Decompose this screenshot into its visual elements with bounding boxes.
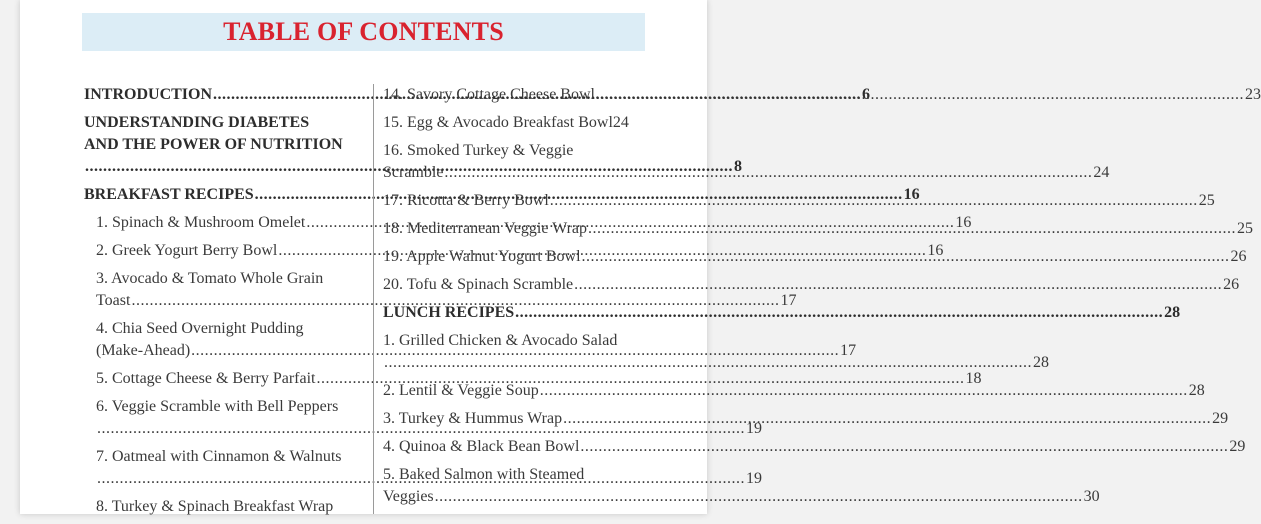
toc-right-column <box>383 84 1261 514</box>
toc-entry-line <box>383 162 1110 184</box>
toc-entry-title: 3. Turkey & Hummus Wrap <box>383 410 563 427</box>
toc-entry[interactable] <box>383 112 642 134</box>
toc-entry[interactable] <box>383 380 1205 402</box>
toc-entry[interactable] <box>383 84 1261 106</box>
toc-page-number: 6 <box>862 86 871 103</box>
toc-page-number: 17 <box>840 342 857 359</box>
dot-leader <box>444 162 1092 184</box>
toc-entry-title: 15. Egg & Avocado Breakfast Bowl <box>383 114 613 131</box>
toc-entry-line <box>383 84 1261 106</box>
toc-page-number: 26 <box>1223 276 1240 293</box>
dot-leader <box>574 274 1222 296</box>
toc-entry-line <box>96 268 356 290</box>
dot-leader <box>582 246 1230 268</box>
toc-entry-title: 5. Cottage Cheese & Berry Parfait <box>96 370 316 387</box>
toc-entry[interactable] <box>84 496 356 518</box>
toc-entry-title: 2. Lentil & Veggie Soup <box>383 382 539 399</box>
dot-leader <box>384 352 1032 374</box>
dot-leader <box>515 302 1163 324</box>
toc-entry-line <box>383 380 1205 402</box>
toc-page-number: 18 <box>965 370 982 387</box>
toc-page-number: 16 <box>955 214 972 231</box>
toc-entry-line <box>96 446 356 468</box>
dot-leader <box>540 380 1188 402</box>
toc-page-number: 24 <box>612 114 629 131</box>
toc-page-number: 28 <box>1033 354 1049 371</box>
toc-page-number: 23 <box>1244 86 1261 103</box>
toc-entry-line <box>96 368 982 390</box>
toc-entry-title: 5. Baked Salmon with Steamed <box>383 466 585 483</box>
toc-entry-line <box>84 112 356 134</box>
toc-entry-line <box>383 330 642 352</box>
toc-entry-title: 6. Veggie Scramble with Bell Peppers <box>96 398 339 415</box>
toc-entry-title: LUNCH RECIPES <box>383 304 515 321</box>
toc-entry-line <box>84 134 356 156</box>
toc-entry-title: 4. Chia Seed Overnight Pudding <box>96 320 304 337</box>
document-page <box>20 0 1261 515</box>
toc-entry-title: 14. Savory Cottage Cheese Bowl <box>383 86 595 103</box>
toc-entry-title: 3. Avocado & Tomato Whole Grain <box>96 270 324 287</box>
toc-page-number: 19 <box>746 420 762 437</box>
toc-entry-title: INTRODUCTION <box>84 86 213 103</box>
toc-entry-title: 2. Greek Yogurt Berry Bowl <box>96 242 278 259</box>
column-divider <box>373 84 374 514</box>
dot-leader <box>588 218 1236 240</box>
toc-entry[interactable] <box>383 436 1246 458</box>
toc-entry-line <box>383 274 1240 296</box>
dot-leader <box>580 436 1228 458</box>
toc-entry-title: 1. Spinach & Mushroom Omelet <box>96 214 306 231</box>
toc-page-number: 16 <box>903 186 920 203</box>
page-title: TABLE OF CONTENTS <box>223 17 504 46</box>
toc-entry-line <box>96 496 356 518</box>
toc-entry-title: 4. Quinoa & Black Bean Bowl <box>383 438 580 455</box>
toc-entry-title: 8. Turkey & Spinach Breakfast Wrap <box>96 498 334 515</box>
toc-entry-title: 20. Tofu & Spinach Scramble <box>383 276 574 293</box>
toc-entry-line <box>383 112 642 134</box>
toc-entry-title: Toast <box>96 292 131 309</box>
toc-page-number: 26 <box>1230 248 1247 265</box>
toc-entry-title: AND THE POWER OF NUTRITION <box>84 136 343 153</box>
toc-entry-line <box>96 396 356 418</box>
toc-entry-title: 19. Apple Walnut Yogurt Bowl <box>383 248 581 265</box>
toc-entry[interactable] <box>383 140 1110 184</box>
toc-entry-title: 17. Ricotta & Berry Bowl <box>383 192 549 209</box>
toc-entry-line <box>383 436 1246 458</box>
toc-entry[interactable] <box>383 274 1240 296</box>
toc-entry-line <box>383 140 642 162</box>
toc-page-number: 16 <box>927 242 944 259</box>
toc-entry-title: (Make-Ahead) <box>96 342 191 359</box>
dot-leader <box>550 190 1198 212</box>
toc-page-number: 29 <box>1212 410 1229 427</box>
toc-entry[interactable] <box>84 368 982 390</box>
toc-page-number: 30 <box>1083 488 1100 505</box>
dot-leader <box>435 486 1083 508</box>
toc-page-number: 8 <box>734 158 742 175</box>
toc-entry-title: Scramble <box>383 164 444 181</box>
toc-entry-title: Veggies <box>383 488 434 505</box>
toc-page-number: 19 <box>746 470 762 487</box>
toc-entry-title: 1. Grilled Chicken & Avocado Salad <box>383 332 618 349</box>
toc-page-number: 25 <box>1237 220 1254 237</box>
toc-page-number: 25 <box>1198 192 1215 209</box>
dot-leader <box>563 408 1211 430</box>
toc-entry-title: 7. Oatmeal with Cinnamon & Walnuts <box>96 448 342 465</box>
toc-entry-line <box>96 318 356 340</box>
toc-page-number: 24 <box>1093 164 1110 181</box>
title-bar <box>82 13 645 51</box>
toc-entry-line <box>96 290 797 312</box>
toc-entry-line <box>383 486 1100 508</box>
toc-entry-title: BREAKFAST RECIPES <box>84 186 254 203</box>
toc-page-number: 29 <box>1229 438 1246 455</box>
dot-leader <box>596 84 1244 106</box>
toc-entry-line <box>383 352 1049 374</box>
toc-entry-title: 16. Smoked Turkey & Veggie <box>383 142 574 159</box>
toc-page-number: 28 <box>1164 304 1181 321</box>
toc-page-number: 17 <box>780 292 797 309</box>
toc-entry-line <box>383 464 642 486</box>
toc-entry[interactable] <box>383 302 1181 324</box>
toc-entry-title: 18. Mediterranean Veggie Wrap <box>383 220 588 237</box>
toc-entry-title: UNDERSTANDING DIABETES <box>84 114 310 131</box>
toc-entry-line <box>383 302 1181 324</box>
toc-page-number: 28 <box>1188 382 1205 399</box>
